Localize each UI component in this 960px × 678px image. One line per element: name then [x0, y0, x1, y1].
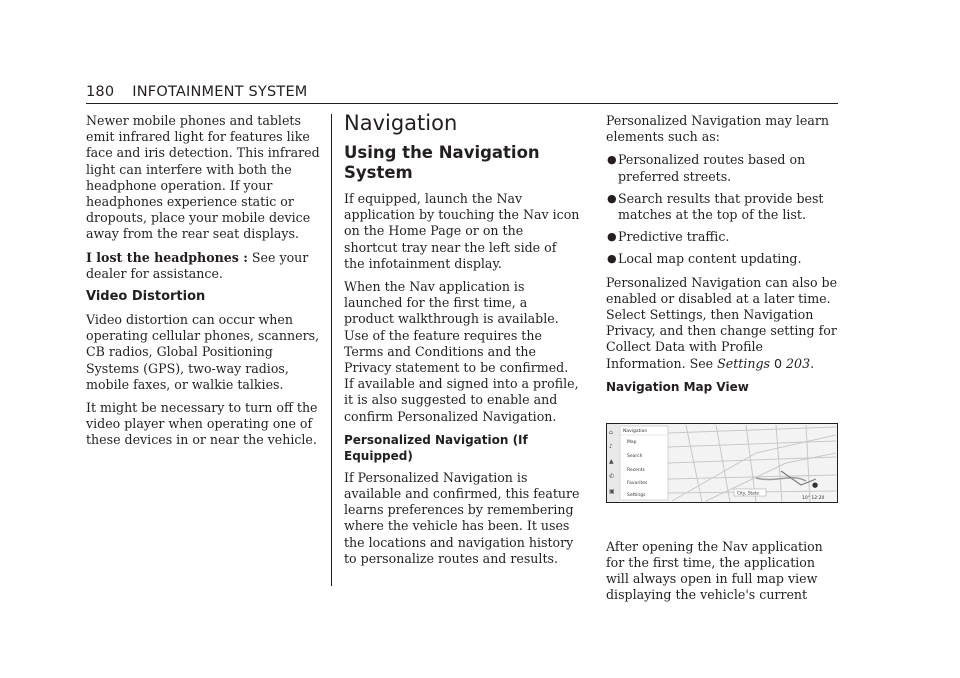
- home-icon: ⌂: [609, 428, 613, 436]
- bullet-icon: ●: [607, 252, 617, 266]
- navigation-map-image: [606, 423, 838, 503]
- map-time: 10° 12:20: [802, 495, 825, 501]
- bullet-icon: ●: [607, 191, 617, 205]
- page-header: [86, 84, 838, 104]
- nav-menu-panel: [620, 426, 668, 500]
- heading-personalized-navigation: Personalized Navigation (If Equipped): [344, 432, 528, 463]
- bullet-icon: ●: [607, 153, 617, 167]
- settings-page-ref[interactable]: 203: [786, 355, 811, 371]
- list-item: ● Predictive traffic.: [607, 229, 730, 245]
- column-1: [86, 113, 322, 456]
- paragraph-infrared: Newer mobile phones and tablets emit infrared light for features like face and iris detection. This infrared light can interfere with both the headphone operation. If your headphones experience static or dropouts, place your mobile device away from the rear seat displays.: [86, 113, 320, 242]
- column-divider: [331, 114, 332, 586]
- list-item: ● Personalized routes based on preferred streets.: [607, 152, 806, 184]
- paragraph-learn-elements: Personalized Navigation may learn elements such as:: [606, 113, 829, 145]
- nav-menu-item: Search: [627, 453, 643, 459]
- paragraph-launch: If equipped, launch the Nav application by touching the Nav icon on the Home Page or on the shortcut tray near the left side of the infotainment display.: [344, 191, 580, 271]
- paragraph-enable-disable: Personalized Navigation can also be enabled or disabled at a later time. Select Settings, then Navigation Privacy, and then change setting for Collect Data with Profile Information. See Settings 0 203.: [606, 274, 838, 371]
- lost-headphones-label: I lost the headphones :: [86, 249, 248, 265]
- paragraph-after-opening: After opening the Nav application for the first time, the application will always open in full map view displaying the vehicle's current: [606, 538, 823, 603]
- column-2: [344, 113, 580, 574]
- header-rule: [86, 103, 838, 104]
- nav-menu-item: Map: [627, 439, 637, 445]
- map-screenshot-figure: [606, 423, 838, 503]
- paragraph-turn-off: It might be necessary to turn off the video player when operating one of these devices in or near the vehicle.: [86, 400, 318, 448]
- heading-map-view: Navigation Map View: [606, 379, 749, 394]
- nav-menu-item: Recents: [627, 467, 645, 473]
- vehicle-icon: ▣: [609, 487, 615, 495]
- paragraph-lost-headphones: [86, 250, 322, 282]
- nav-menu-item: Settings: [627, 492, 646, 498]
- paragraph-walkthrough: When the Nav application is launched for the first time, a product walkthrough is available. Use of the feature requires the Terms and Conditions and the Privacy statement to be confirmed. If available and signed into a profile, it is also suggested to enable and confirm Personalized Navigation.: [344, 279, 579, 424]
- music-icon: ♪: [609, 442, 613, 450]
- paragraph-video-distortion: Video distortion can occur when operating cellular phones, scanners, CB radios, Global Positioning Systems (GPS), two-way radios, mobile faxes, or walkie talkies.: [86, 312, 320, 392]
- nav-arrow-icon: ▲: [609, 457, 614, 465]
- list-item: ● Search results that provide best matches at the top of the list.: [607, 190, 824, 223]
- settings-link[interactable]: Settings: [717, 355, 770, 371]
- page-number: 180: [86, 84, 115, 100]
- lost-headphones-text: See your dealer for assistance.: [86, 249, 309, 281]
- heading-video-distortion: Video Distortion: [86, 289, 206, 305]
- bullet-icon: ●: [607, 230, 617, 244]
- map-pin-icon: ●: [812, 480, 819, 489]
- column-3: [606, 113, 838, 611]
- list-item: ● Local map content updating.: [607, 251, 802, 267]
- section-title: INFOTAINMENT SYSTEM: [132, 84, 308, 100]
- paragraph-personalized: If Personalized Navigation is available and confirmed, this feature learns preferences by remembering where the vehicle has been. It uses the locations and navigation history to personalize routes and results.: [344, 469, 580, 566]
- heading-using-navigation: Using the Navigation System: [344, 143, 540, 182]
- nav-menu-title: Navigation: [623, 428, 648, 434]
- nav-menu-item: Favorites: [627, 480, 648, 486]
- phone-icon: ✆: [609, 472, 615, 480]
- page-ref-arrow-icon: 0: [774, 355, 783, 371]
- heading-navigation: Navigation: [344, 111, 458, 135]
- location-label: City, State: [737, 490, 759, 496]
- bullet-list: [606, 152, 838, 267]
